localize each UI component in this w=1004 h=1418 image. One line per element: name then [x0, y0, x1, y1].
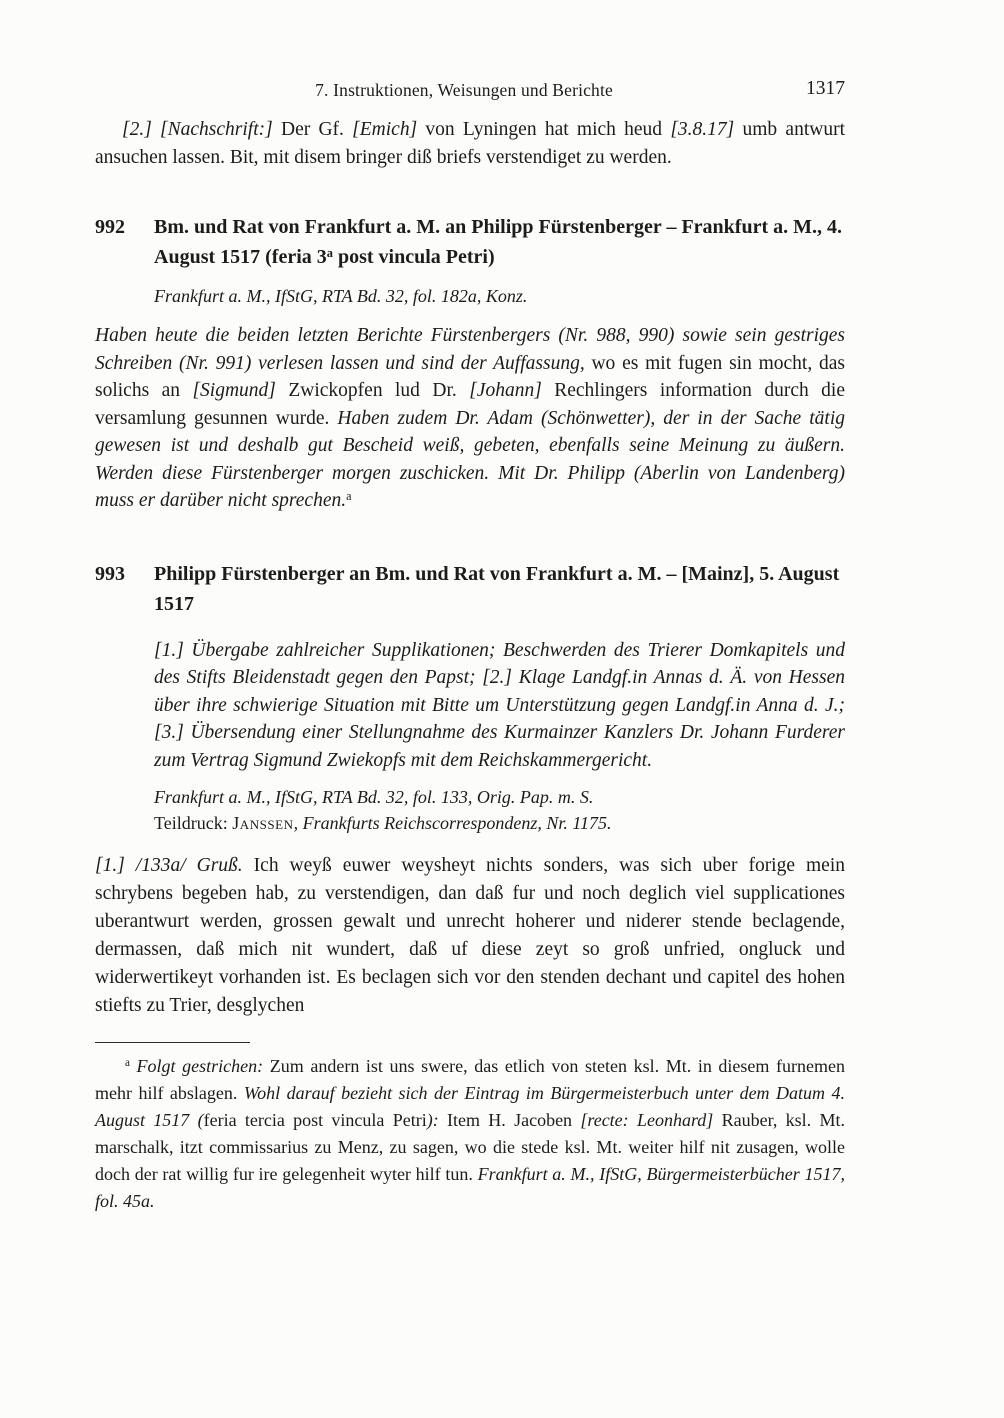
- entry-992-summary: Haben heute die beiden letzten Berichte Fürstenbergers (Nr. 988, 990) sowie sein gestriges Schreiben (Nr. 991) verlesen lassen und sind der Auffassung, wo es mit fugen sin mocht, das solichs an [Sigmund] Zwickopfen lud Dr. [Johann] Rechlingers information durch die versamlung gesunnen wurde. Haben zudem Dr. Adam (Schönwetter), der in der Sache tätig gewesen ist und deshalb gut Bescheid weiß, gebeten, ebenfalls seine Meinung zu äußern. Werden diese Fürstenberger morgen zuschicken. Mit Dr. Philipp (Aberlin von Landenberg) muss er darüber nicht sprechen.$^a$: [95, 325, 845, 511]
- entry-992-title: Bm. und Rat von Frankfurt a. M. an Philipp Fürstenberger – Frankfurt a. M., 4. August 1517 (feria 3$^a$ post vincula Petri): [154, 216, 842, 268]
- entry-993-print-reference: Teildruck: Janssen, Frankfurts Reichscorrespondenz, Nr. 1175.: [154, 813, 612, 833]
- entry-993-heading: [95, 559, 845, 619]
- entry-993-source-line: Frankfurt a. M., IfStG, RTA Bd. 32, fol. 133, Orig. Pap. m. S.: [154, 787, 594, 807]
- footnote-a: $^a$ Folgt gestrichen: Zum andern ist uns swere, das etlich von steten ksl. Mt. in diesem furnemen mehr hilf abslagen. Wohl darauf bezieht sich der Eintrag im Bürgermeisterbuch unter dem Datum 4. August 1517 (feria tercia post vincula Petri): Item H. Jacoben [recte: Leonhard] Rauber, ksl. Mt. marschalk, itzt commissarius zu Menz, zu sagen, wo die stede ksl. Mt. weiter hilf nit zusagen, wolle doch der rat willig fur ire gelegenheit wyter hilf tun. Frankfurt a. M., IfStG, Bürgermeisterbücher 1517, fol. 45a.: [95, 1056, 845, 1211]
- entry-993-number: 993: [95, 562, 125, 585]
- running-head: [95, 78, 845, 102]
- entry-992-heading: [95, 212, 845, 272]
- postscript-paragraph: [2.] [Nachschrift:] Der Gf. [Emich] von Lyningen hat mich heud [3.8.17] umb antwurt ansuchen lassen. Bit, mit disem bringer diß briefs verstendiget zu werden.: [95, 119, 845, 168]
- entry-992-source: Frankfurt a. M., IfStG, RTA Bd. 32, fol. 182a, Konz.: [154, 286, 528, 306]
- footnote-separator-rule: [95, 1042, 250, 1043]
- entry-993-source-block: [95, 784, 845, 836]
- entry-993-letter-text: [1.] /133a/ Gruß. Ich weyß euwer weysheyt nichts sonders, was sich uber forige mein schrybens begeben hab, zu verstendigen, dan daß fur und noch deglich viel supplicationes uberantwurt werden, grossen gewalt und unrecht hoherer und niderer stende beclagende, dermassen, daß mich nit wundert, daß uf diese zeyt so groß unfried, ongluck und widerwertikeyt vorhanden ist. Es beclagen sich vor den stenden dechant und capitel des hohen stiefts zu Trier, desglychen: [95, 855, 845, 1016]
- running-header-title: 7. Instruktionen, Weisungen und Berichte: [315, 80, 613, 100]
- entry-993: [95, 559, 845, 1021]
- page-number: 1317: [806, 78, 845, 99]
- entry-992: [95, 212, 845, 515]
- entry-992-number: 992: [95, 216, 125, 238]
- entry-993-abstract: [1.] Übergabe zahlreicher Supplikationen; Beschwerden des Trierer Domkapitels und des Stifts Bleidenstadt gegen den Papst; [2.] Klage Landgf.in Annas d. Ä. von Hessen über ihre schwierige Situation mit Bitte um Unterstützung gegen Landgf.in Anna d. J.; [3.] Übersendung einer Stellungnahme des Kurmainzer Kanzlers Dr. Johann Furderer zum Vertrag Sigmund Zwiekopfs mit dem Reichskammergericht.: [154, 639, 845, 771]
- entry-993-title: Philipp Fürstenberger an Bm. und Rat von Frankfurt a. M. – [Mainz], 5. August 1517: [154, 562, 840, 615]
